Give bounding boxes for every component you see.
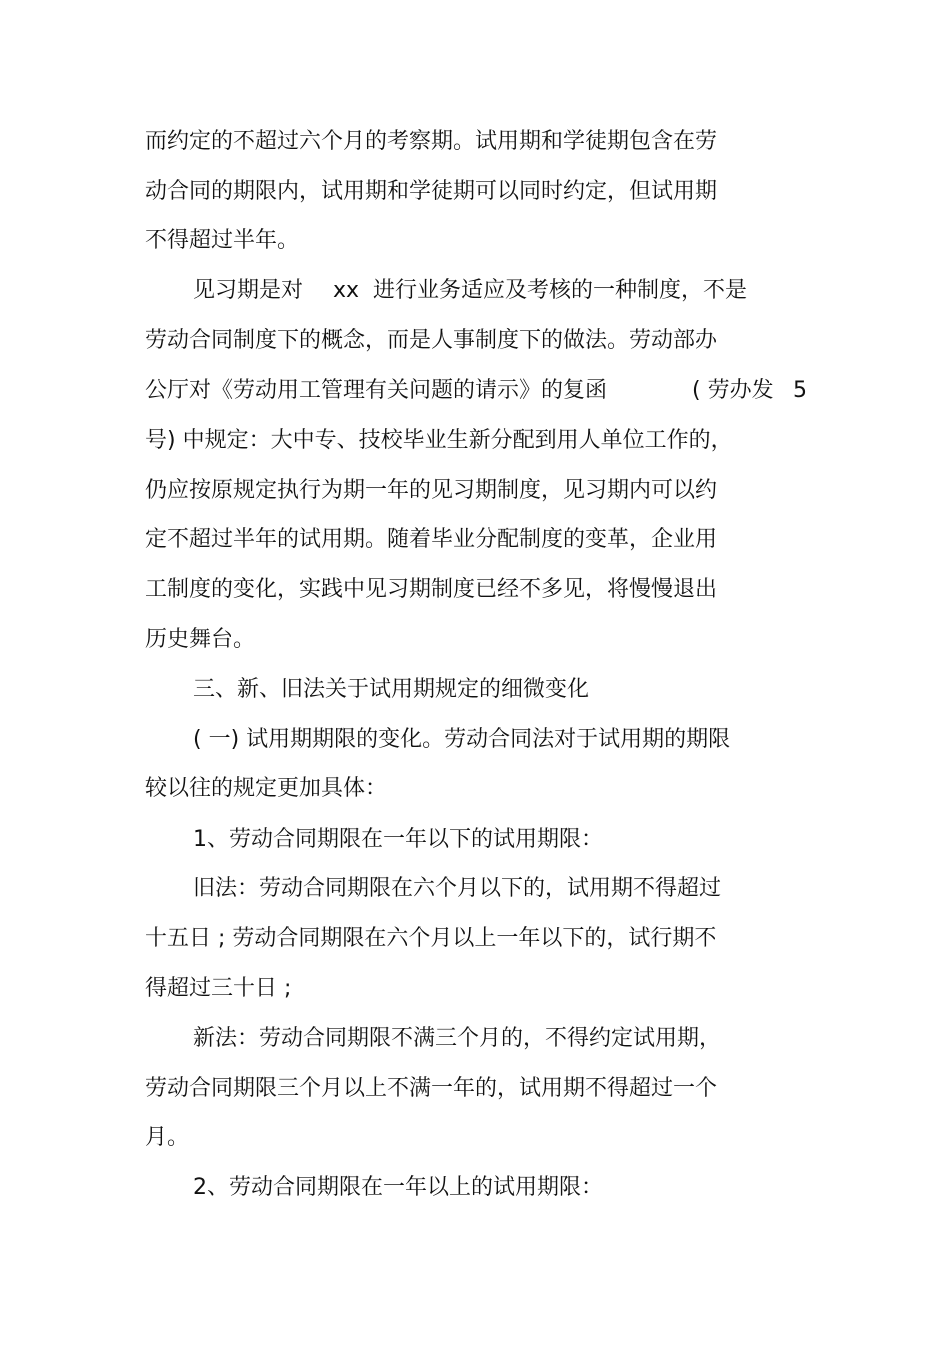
paragraph-line: 1、劳动合同期限在一年以下的试用期限：	[193, 827, 603, 852]
paragraph-line: 定不超过半年的试用期。随着毕业分配制度的变革，企业用	[145, 527, 718, 552]
paragraph-line: 月。	[145, 1125, 190, 1150]
paragraph-line: 新法：劳动合同期限不满三个月的，不得约定试用期，	[193, 1026, 722, 1051]
paragraph-line: 劳动合同制度下的概念，而是人事制度下的做法。劳动部办	[145, 328, 718, 353]
text-segment: 进行业务适应及考核的一种制度，不是	[373, 278, 748, 303]
paragraph-line: 号) 中规定：大中专、技校毕业生新分配到用人单位工作的，	[145, 428, 733, 453]
paragraph-line: 历史舞台。	[145, 627, 256, 652]
paragraph-line: 工制度的变化，实践中见习期制度已经不多见，将慢慢退出	[145, 577, 718, 602]
paragraph-line: ( 一) 试用期期限的变化。劳动合同法对于试用期的期限	[193, 727, 731, 752]
paragraph-line: 而约定的不超过六个月的考察期。试用期和学徒期包含在劳	[145, 129, 718, 154]
paragraph-line: 得超过三十日 ;	[145, 976, 292, 1001]
paragraph-line: 十五日 ; 劳动合同期限在六个月以上一年以下的，试行期不	[145, 926, 717, 951]
text-segment: 公厅对《劳动用工管理有关问题的请示》的复函	[145, 378, 608, 403]
paragraph-line: 2、劳动合同期限在一年以上的试用期限：	[193, 1175, 603, 1200]
section-heading: 三、新、旧法关于试用期规定的细微变化	[193, 677, 590, 702]
paragraph-line	[193, 276, 793, 306]
paragraph-line: 不得超过半年。	[145, 228, 300, 253]
text-segment: 见习期是对	[193, 278, 304, 303]
paragraph-line: 旧法：劳动合同期限在六个月以下的，试用期不得超过	[193, 876, 722, 901]
paragraph-line	[145, 376, 815, 406]
paragraph-line: 较以往的规定更加具体：	[145, 776, 388, 801]
text-segment: xx	[333, 278, 360, 303]
paragraph-line: 动合同的期限内，试用期和学徒期可以同时约定，但试用期	[145, 179, 718, 204]
text-segment: 5	[793, 378, 807, 403]
paragraph-line: 劳动合同期限三个月以上不满一年的，试用期不得超过一个	[145, 1076, 718, 1101]
paragraph-line: 仍应按原规定执行为期一年的见习期制度，见习期内可以约	[145, 478, 718, 503]
text-segment: ( 劳办发	[692, 378, 774, 403]
